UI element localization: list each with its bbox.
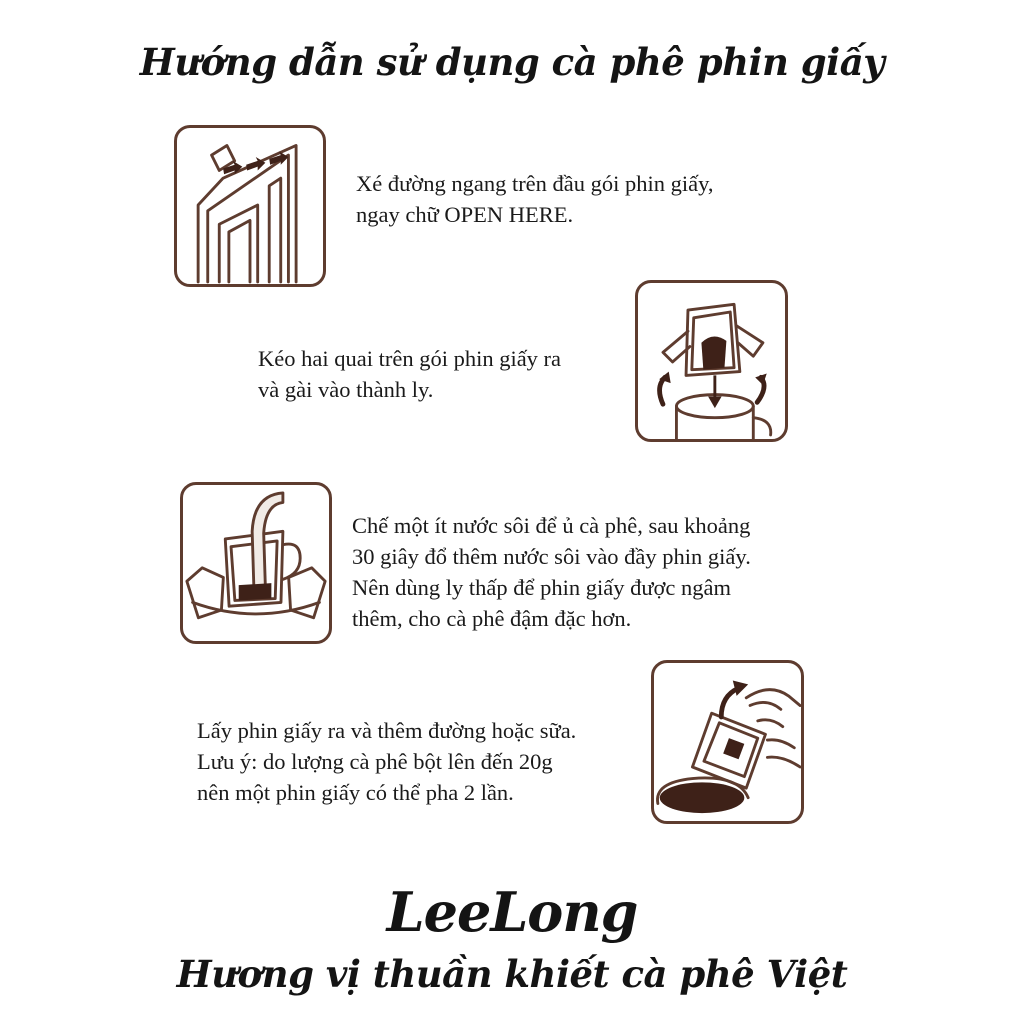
step-text-line: Nên dùng ly thấp để phin giấy được ngâm xyxy=(352,575,732,600)
step-text-line: Xé đường ngang trên đầu gói phin giấy, xyxy=(356,171,714,196)
hang-filter-on-cup-icon xyxy=(635,280,788,442)
step-text-line: 30 giây đổ thêm nước sôi vào đầy phin giấy. xyxy=(352,544,751,569)
step-text-line: Lấy phin giấy ra và thêm đường hoặc sữa. xyxy=(197,718,577,743)
remove-filter-icon xyxy=(651,660,804,824)
step-text-line: Chế một ít nước sôi để ủ cà phê, sau khoảng xyxy=(352,513,751,538)
step-2-text xyxy=(258,343,561,405)
step-4-text xyxy=(197,715,576,808)
step-1-text xyxy=(356,168,714,230)
step-3-text xyxy=(352,510,751,634)
step-text-line: Lưu ý: do lượng cà phê bột lên đến 20g xyxy=(197,749,553,774)
step-text-line: ngay chữ OPEN HERE. xyxy=(356,202,574,227)
slogan: Hương vị thuần khiết cà phê Việt xyxy=(176,952,848,996)
page-title: Hướng dẫn sử dụng cà phê phin giấy xyxy=(139,40,885,84)
step-text-line: và gài vào thành ly. xyxy=(258,377,434,402)
step-text-line: nên một phin giấy có thể pha 2 lần. xyxy=(197,780,514,805)
brand-logo: LeeLong xyxy=(386,880,638,944)
tear-packet-icon xyxy=(174,125,326,287)
pour-water-icon xyxy=(180,482,332,644)
step-text-line: thêm, cho cà phê đậm đặc hơn. xyxy=(352,606,632,631)
step-text-line: Kéo hai quai trên gói phin giấy ra xyxy=(258,346,562,371)
